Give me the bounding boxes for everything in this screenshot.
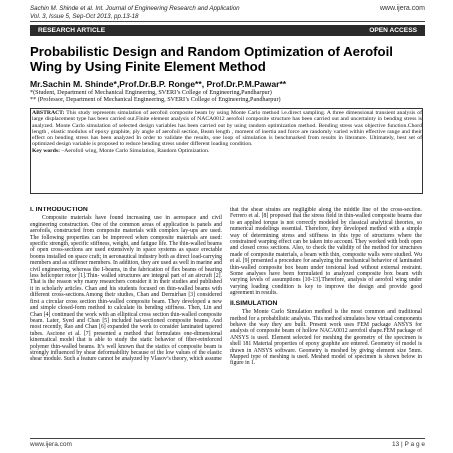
simulation-text: The Monte Carlo Simulation method is the most common and traditional method for a probabilistic analysis. This method simulates how virtual components behave the way they are built. Present work uses FEM package ANSYS for analysis of composite beam of hollow NACA0012 aerofoil shape.FEM package of ANSYS is used. Element selected for meshing the geometry of the specimen is shell 181 Material properties of epoxy graphite are entered. Geometry of model is drawn in ANSYS software. Geometry is meshed by giving element size 5mm. Mapped type of meshing is used. Meshed model of specimen is shown below in figure in 1. xyxy=(230,309,422,367)
introduction-heading: I. INTRODUCTION xyxy=(30,207,88,213)
left-column xyxy=(30,207,222,432)
affiliation-student: *(Student, Department of Mechanical Engineering, SVERI’s College of Engineering,Pandharpur) xyxy=(30,89,272,96)
introduction-continued-text: that the shear strains are negligible along the middle line of the cross-section. Ferrero et al. [8] proposed that the stress field in thin-walled composite beams due to an applied torque is not correctly modeled by classical analytical theories, so numerical modelings essential. Therefore, they developed method with a simple way of determining stress and stiffness in this type of structures where the constrained warping effect can be taken into account. They worked with both open and closed cross sections. Also, to check the validity of the method for structures made of composite materials, a beam with thin, composite walls were studied. Wu et al. [9] presented a procedure for analyzing the mechanical behavior of laminated thin-walled composite box beam under torsional load without external restraint. Some analyses have been formulated to analyzed composite box beam with varying levels of assumptions [10-13].Therefore, analysis of aerofoil wing under varying loading condition is key to improve the design and provide good agreement in results. xyxy=(230,207,422,297)
article-type-banner xyxy=(30,25,425,36)
journal-header xyxy=(30,5,425,27)
research-article-label: RESEARCH ARTICLE xyxy=(38,26,106,34)
journal-website[interactable]: www.ijera.com xyxy=(379,5,425,12)
author-list: Mr.Sachin M. Shinde*,Prof.Dr.B.P. Ronge**, Prof.Dr.P.M.Pawar** xyxy=(30,79,287,89)
page-footer xyxy=(30,441,425,451)
abstract-label: ABSTRACT: xyxy=(32,110,65,116)
keywords-label: Key words: xyxy=(32,147,60,154)
abstract-box xyxy=(30,108,423,194)
journal-citation-line2: Vol. 3, Issue 5, Sep-Oct 2013, pp.13-18 xyxy=(30,12,139,20)
simulation-heading: II.SIMULATION xyxy=(230,299,278,307)
footer-rule xyxy=(30,438,425,439)
paper-title: Probabilistic Design and Random Optimization of Aerofoil Wing by Using Finite Element Method xyxy=(30,44,393,74)
introduction-text: Composite materials have found increasing use in aerospace and civil engineering construction. One of the common areas of application is panels and aerofoils, constructed from composite materials with complex lay-ups are used. The following properties can be improved when composite materials are used: specific strength, specific stiffness, weight, and fatigue life. The thin-walled beams of open cross-sections are used extensively in space systems as space erectable booms installed on space craft; in aeronautical industry both as direct load-carrying members and as stiffener members. In addition, they are used as well in marine and civil engineering, whereas the I-beams, in the fabrication of flex beams of bearing less helicopter rotor [1].Thin- walled structures are integral part of an aircraft [2]. That is the reason why many researchers consider it in their studies and published it in scholarly articles. Chan and his students focused on thin-walled beams with different cross-sections.Among their studies, Chan and Dermirhan [3] considered first a circular cross section thin-walled composite beam. They developed a new and simple closed-form method to calculate its bending stiffness. Then, Lin and Chan [4] continued the work with an elliptical cross section thin-walled composite beam. Later, Syed and Chan [5] included hat-sectioned composite beams. And most recently, Rao and Chan [6] expanded the work to consider laminated tapered tubes. Ascione et al. [7] presented a method that formulates one-dimensional kinematical model that is able to study the static behavior of fiber-reinforced polymer thin-walled beams. It’s well known that the statics of composite beam is strongly influenced by shear deformability because of the low values of the elastic shear module. Such a feature cannot be analyzed by Vlasov’s theory, which assume xyxy=(30,215,222,363)
journal-citation-line1: Sachin M. Shinde et al. Int. Journal of Engineering Research and Application xyxy=(30,5,240,12)
keywords-text: –Aerofoil wing, Monte Carlo Simulation, Random Optimization. xyxy=(59,147,210,154)
right-column xyxy=(230,207,422,432)
page-number: 13 | P a g e xyxy=(391,441,425,448)
affiliation-professor: ** (Professor, Department of Mechanical Engineering, SVERI’s College of Engineering,Pandharpur) xyxy=(30,96,281,104)
journal-citation xyxy=(30,5,330,20)
affiliations xyxy=(30,89,425,103)
header-rule xyxy=(30,21,425,22)
footer-website[interactable]: www.ijera.com xyxy=(30,441,72,448)
open-access-label: OPEN ACCESS xyxy=(369,26,417,34)
abstract-text: This study represents simulation of aerofoil composite beam by using Monte Carlo method i.e.direct sampling. A three dimensional transient analysis of large displacement type has been carried out.Finite element analysis of NACA0012 aerofoil composite structure has been carried out and uncertainty in bending stress is analyzed. Monte Carlo simulation of selected design variables has been carried out by using random optimization method. Bending stress was objective function.Chord length , elastic modulus of epoxy graphite, ply angle of aerofoil section, Beam length , moment of inertia and force are randomly varied within effective range and their effect on bending stress has been analyzed In order to validate the results, one loop of simulation is benchmarked from results in literature. Ultimately, best set of optimized design variable is proposed to reduce bending stress under different loading condition. xyxy=(32,110,422,148)
